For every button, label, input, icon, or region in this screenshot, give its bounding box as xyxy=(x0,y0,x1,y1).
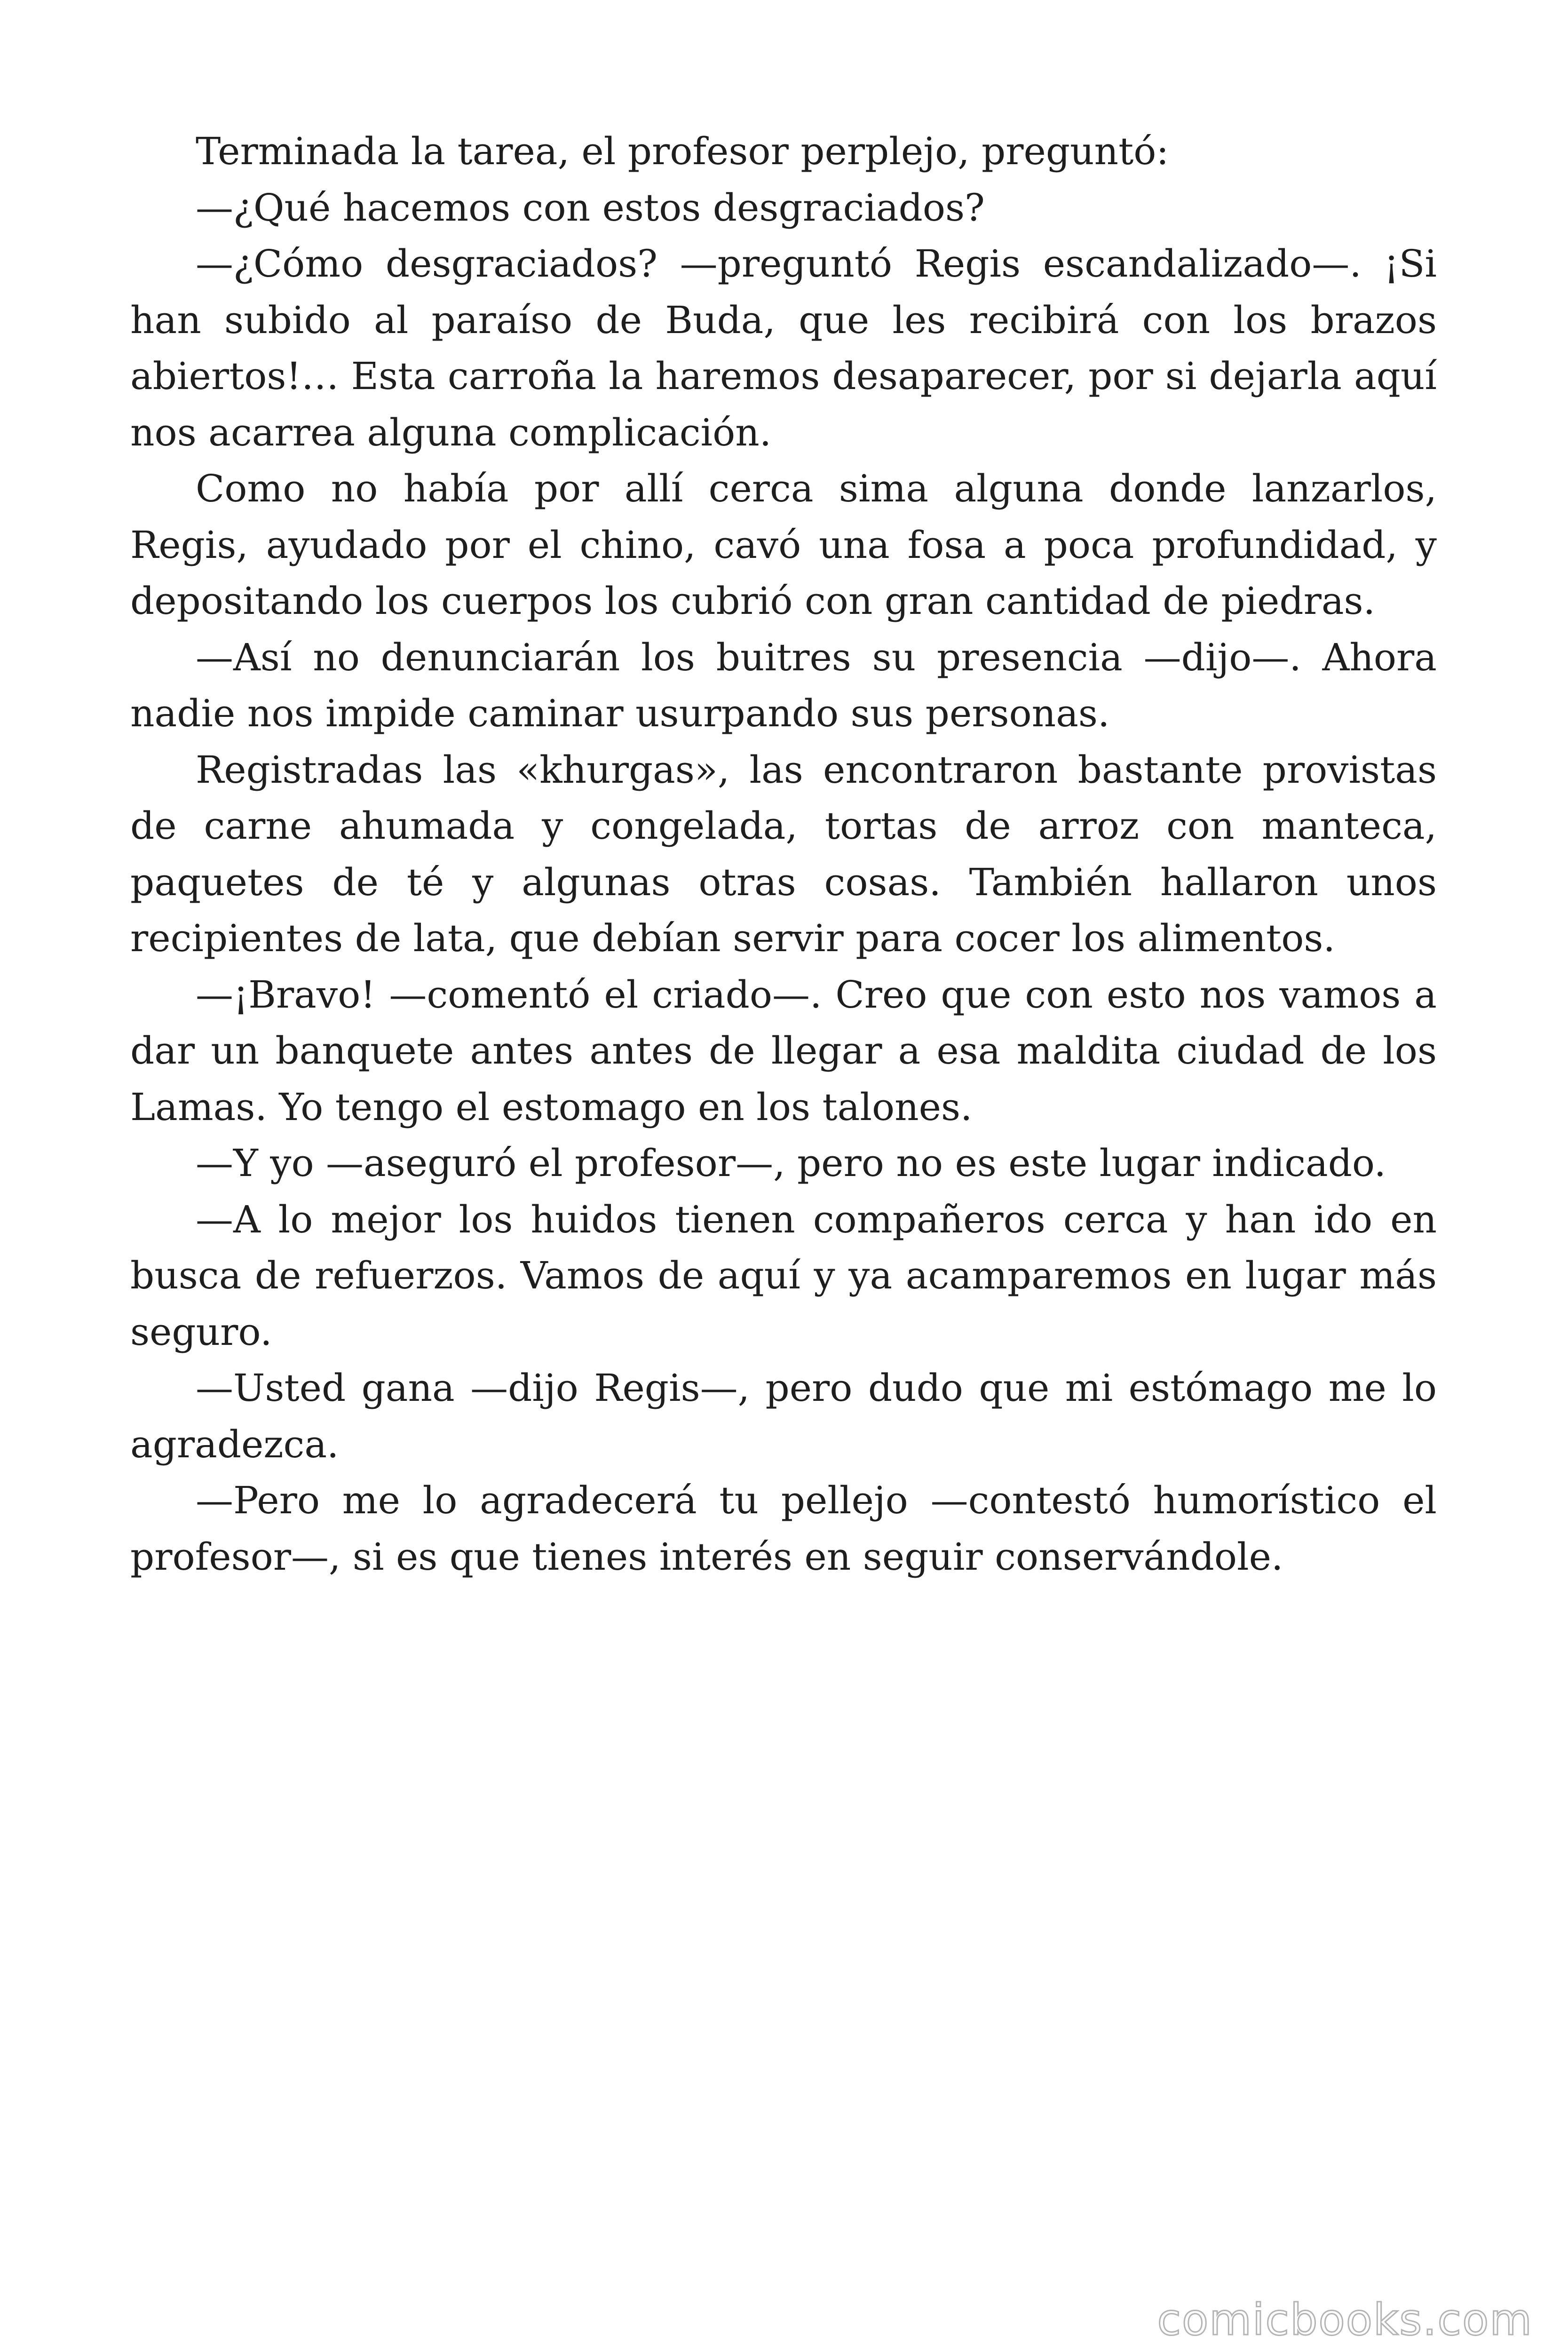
paragraph-7: —¡Bravo! —comentó el criado—. Creo que con esto nos vamos a dar un banquete antes antes de llegar a esa maldita ciudad de los Lamas. Yo tengo el estomago en los talones. xyxy=(130,972,1437,1129)
watermark-text: comicbooks.com xyxy=(1157,2295,1533,2345)
page-body-text xyxy=(130,123,1437,1585)
paragraph-9: —A lo mejor los huidos tienen compañeros cerca y han ido en busca de refuerzos. Vamos de aquí y ya acamparemos en lugar más seguro. xyxy=(130,1197,1437,1354)
paragraph-8: —Y yo —aseguró el profesor—, pero no es este lugar indicado. xyxy=(196,1141,1386,1185)
paragraph-3: —¿Cómo desgraciados? —preguntó Regis escandalizado—. ¡Si han subido al paraíso de Buda, que les recibirá con los brazos abiertos!… Esta carroña la haremos desaparecer, por si dejarla aquí nos acarrea alguna complicación. xyxy=(130,242,1437,454)
paragraph-2: —¿Qué hacemos con estos desgraciados? xyxy=(196,185,985,230)
paragraph-6: Registradas las «khurgas», las encontraron bastante provistas de carne ahumada y congelada, tortas de arroz con manteca, paquetes de té y algunas otras cosas. También hallaron unos recipientes de lata, que debían servir para cocer los alimentos. xyxy=(130,747,1437,960)
paragraph-4: Como no había por allí cerca sima alguna donde lanzarlos, Regis, ayudado por el chino, cavó una fosa a poca profundidad, y depositando los cuerpos los cubrió con gran cantidad de piedras. xyxy=(130,467,1437,623)
paragraph-10: —Usted gana —dijo Regis—, pero dudo que mi estómago me lo agradezca. xyxy=(130,1366,1437,1466)
paragraph-1: Terminada la tarea, el profesor perplejo, preguntó: xyxy=(196,129,1169,173)
paragraph-5: —Así no denunciarán los buitres su presencia —dijo—. Ahora nadie nos impide caminar usurpando sus personas. xyxy=(130,635,1437,735)
paragraph-11: —Pero me lo agradecerá tu pellejo —contestó humorístico el profesor—, si es que tienes interés en seguir conservándole. xyxy=(130,1478,1437,1579)
